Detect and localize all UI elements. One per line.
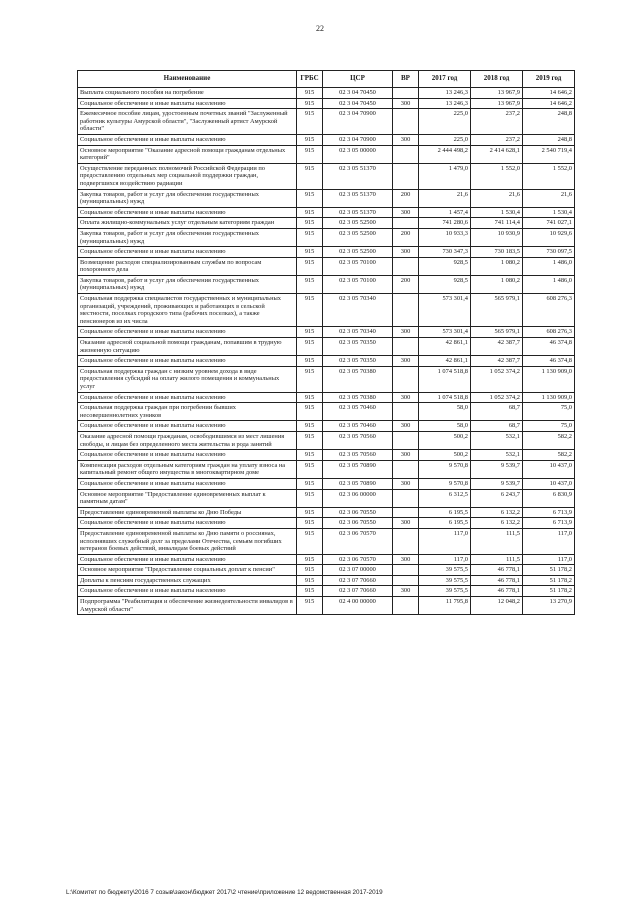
cell-name: Закупка товаров, работ и услуг для обеспечения государственных (муниципальных) нужд xyxy=(78,228,297,246)
table-row xyxy=(78,98,575,109)
cell-2017: 1 074 518,8 xyxy=(419,392,471,403)
table-row xyxy=(78,257,575,275)
table-row xyxy=(78,597,575,615)
cell-csr: 02 3 05 52500 xyxy=(323,218,393,229)
cell-2019: 730 097,5 xyxy=(523,247,575,258)
column-header-2017: 2017 год xyxy=(419,71,471,88)
cell-2019: 1 486,0 xyxy=(523,275,575,293)
cell-2019: 608 276,3 xyxy=(523,327,575,338)
cell-vr xyxy=(393,403,419,421)
cell-name: Социальное обеспечение и иные выплаты населению xyxy=(78,421,297,432)
cell-name: Предоставление единовременной выплаты ко Дню памяти о россиянах, исполнявших служебный долг за пределами Отечества, семьям погибших ветеранов боевых действий, инвалидам боевых действий xyxy=(78,528,297,554)
cell-vr xyxy=(393,528,419,554)
cell-2018: 730 183,5 xyxy=(471,247,523,258)
cell-name: Закупка товаров, работ и услуг для обеспечения государственных (муниципальных) нужд xyxy=(78,275,297,293)
cell-name: Оплата жилищно-коммунальных услуг отдельным категориям граждан xyxy=(78,218,297,229)
cell-vr: 300 xyxy=(393,518,419,529)
cell-2018: 13 967,9 xyxy=(471,98,523,109)
cell-2018: 9 539,7 xyxy=(471,478,523,489)
cell-name: Социальная поддержка граждан при погребении бывших несовершеннолетних узников xyxy=(78,403,297,421)
cell-2018: 42 387,7 xyxy=(471,338,523,356)
cell-2017: 1 074 518,8 xyxy=(419,366,471,392)
cell-grbs: 915 xyxy=(297,575,323,586)
cell-csr: 02 3 05 70340 xyxy=(323,294,393,327)
cell-2018: 532,1 xyxy=(471,431,523,449)
table-row xyxy=(78,421,575,432)
cell-2017: 928,5 xyxy=(419,275,471,293)
table-row xyxy=(78,392,575,403)
table-row xyxy=(78,366,575,392)
cell-grbs: 915 xyxy=(297,478,323,489)
cell-vr xyxy=(393,460,419,478)
cell-grbs: 915 xyxy=(297,109,323,135)
cell-name: Компенсация расходов отдельным категориям граждан на уплату взноса на капитальный ремонт общего имущества в многоквартирном доме xyxy=(78,460,297,478)
cell-grbs: 915 xyxy=(297,275,323,293)
cell-name: Ежемесячное пособие лицам, удостоенным почетных званий "Заслуженный работник культуры Амурской области", "Заслуженный артист Амурской области" xyxy=(78,109,297,135)
cell-2017: 9 570,8 xyxy=(419,460,471,478)
cell-2017: 117,0 xyxy=(419,528,471,554)
cell-name: Подпрограмма "Реабилитация и обеспечение жизнедеятельности инвалидов в Амурской области" xyxy=(78,597,297,615)
cell-csr: 02 3 05 70560 xyxy=(323,431,393,449)
cell-2019: 741 027,1 xyxy=(523,218,575,229)
cell-csr: 02 3 05 51370 xyxy=(323,189,393,207)
table-row xyxy=(78,145,575,163)
table-row xyxy=(78,565,575,576)
cell-csr: 02 3 05 70560 xyxy=(323,450,393,461)
table-row xyxy=(78,163,575,189)
cell-grbs: 915 xyxy=(297,554,323,565)
cell-vr xyxy=(393,565,419,576)
cell-2018: 6 243,7 xyxy=(471,489,523,507)
cell-vr: 200 xyxy=(393,189,419,207)
cell-csr: 02 3 05 70350 xyxy=(323,338,393,356)
cell-grbs: 915 xyxy=(297,489,323,507)
cell-csr: 02 4 00 00000 xyxy=(323,597,393,615)
cell-2018: 741 114,4 xyxy=(471,218,523,229)
cell-2018: 1 052 374,2 xyxy=(471,392,523,403)
cell-csr: 02 3 06 00000 xyxy=(323,489,393,507)
cell-vr: 300 xyxy=(393,586,419,597)
cell-grbs: 915 xyxy=(297,586,323,597)
cell-grbs: 915 xyxy=(297,134,323,145)
cell-2017: 225,0 xyxy=(419,134,471,145)
cell-vr xyxy=(393,575,419,586)
cell-grbs: 915 xyxy=(297,460,323,478)
cell-2017: 117,0 xyxy=(419,554,471,565)
cell-2018: 6 132,2 xyxy=(471,507,523,518)
cell-name: Социальное обеспечение и иные выплаты населению xyxy=(78,207,297,218)
column-header-vr: ВР xyxy=(393,71,419,88)
cell-name: Доплаты к пенсиям государственных служащих xyxy=(78,575,297,586)
cell-2017: 42 861,1 xyxy=(419,338,471,356)
cell-2018: 13 967,9 xyxy=(471,88,523,99)
cell-2017: 1 479,0 xyxy=(419,163,471,189)
cell-csr: 02 3 05 51370 xyxy=(323,163,393,189)
cell-grbs: 915 xyxy=(297,189,323,207)
cell-2017: 21,6 xyxy=(419,189,471,207)
cell-2017: 11 795,8 xyxy=(419,597,471,615)
cell-grbs: 915 xyxy=(297,528,323,554)
cell-2018: 46 778,1 xyxy=(471,565,523,576)
cell-2019: 1 530,4 xyxy=(523,207,575,218)
cell-csr: 02 3 04 70900 xyxy=(323,134,393,145)
cell-2018: 1 080,2 xyxy=(471,275,523,293)
cell-grbs: 915 xyxy=(297,431,323,449)
cell-grbs: 915 xyxy=(297,327,323,338)
cell-2017: 741 280,6 xyxy=(419,218,471,229)
cell-name: Социальное обеспечение и иные выплаты населению xyxy=(78,554,297,565)
cell-grbs: 915 xyxy=(297,338,323,356)
column-header-name: Наименование xyxy=(78,71,297,88)
cell-2019: 248,8 xyxy=(523,134,575,145)
footer-file-path: L:\Комитет по бюджету\2016 7 созыв\закон\бюджет 2017\2 чтение\приложение 12 ведомственная 2017-2019 xyxy=(66,889,383,896)
table-row xyxy=(78,554,575,565)
cell-2017: 10 933,3 xyxy=(419,228,471,246)
cell-vr: 300 xyxy=(393,450,419,461)
table-row xyxy=(78,431,575,449)
table-row xyxy=(78,518,575,529)
table-row xyxy=(78,275,575,293)
cell-2019: 51 178,2 xyxy=(523,586,575,597)
table-row xyxy=(78,450,575,461)
cell-2019: 248,8 xyxy=(523,109,575,135)
cell-vr xyxy=(393,431,419,449)
cell-vr: 300 xyxy=(393,247,419,258)
cell-2017: 58,0 xyxy=(419,421,471,432)
cell-2019: 13 270,9 xyxy=(523,597,575,615)
cell-2019: 6 713,9 xyxy=(523,518,575,529)
cell-2019: 14 646,2 xyxy=(523,98,575,109)
cell-vr: 300 xyxy=(393,421,419,432)
budget-table xyxy=(77,70,575,615)
cell-2017: 42 861,1 xyxy=(419,356,471,367)
table-row xyxy=(78,338,575,356)
cell-2019: 46 374,8 xyxy=(523,338,575,356)
table-row xyxy=(78,327,575,338)
table-row xyxy=(78,88,575,99)
cell-csr: 02 3 05 70380 xyxy=(323,366,393,392)
cell-2017: 58,0 xyxy=(419,403,471,421)
cell-vr xyxy=(393,88,419,99)
cell-csr: 02 3 05 70460 xyxy=(323,421,393,432)
cell-2018: 237,2 xyxy=(471,109,523,135)
cell-csr: 02 3 05 70340 xyxy=(323,327,393,338)
cell-name: Основное мероприятие "Оказание адресной помощи гражданам отдельных категорий" xyxy=(78,145,297,163)
cell-csr: 02 3 06 70550 xyxy=(323,518,393,529)
cell-2019: 6 713,9 xyxy=(523,507,575,518)
cell-2019: 10 437,0 xyxy=(523,460,575,478)
cell-csr: 02 3 06 70570 xyxy=(323,528,393,554)
cell-vr xyxy=(393,145,419,163)
cell-2019: 117,0 xyxy=(523,554,575,565)
cell-grbs: 915 xyxy=(297,507,323,518)
cell-vr xyxy=(393,507,419,518)
table-row xyxy=(78,228,575,246)
cell-grbs: 915 xyxy=(297,207,323,218)
cell-csr: 02 3 05 00000 xyxy=(323,145,393,163)
table-row xyxy=(78,528,575,554)
cell-grbs: 915 xyxy=(297,366,323,392)
cell-name: Выплата социального пособия на погребение xyxy=(78,88,297,99)
cell-2019: 1 130 909,0 xyxy=(523,366,575,392)
cell-name: Социальное обеспечение и иные выплаты населению xyxy=(78,586,297,597)
cell-2018: 1 530,4 xyxy=(471,207,523,218)
cell-2017: 500,2 xyxy=(419,450,471,461)
table-row xyxy=(78,478,575,489)
cell-vr: 300 xyxy=(393,98,419,109)
cell-2017: 1 457,4 xyxy=(419,207,471,218)
cell-csr: 02 3 05 70100 xyxy=(323,257,393,275)
cell-2018: 2 414 628,1 xyxy=(471,145,523,163)
cell-2019: 14 646,2 xyxy=(523,88,575,99)
cell-grbs: 915 xyxy=(297,257,323,275)
page-number: 22 xyxy=(316,24,324,33)
cell-vr xyxy=(393,294,419,327)
cell-2018: 21,6 xyxy=(471,189,523,207)
cell-csr: 02 3 05 70380 xyxy=(323,392,393,403)
table-row xyxy=(78,356,575,367)
cell-2017: 6 312,5 xyxy=(419,489,471,507)
cell-2018: 68,7 xyxy=(471,403,523,421)
cell-2017: 730 347,3 xyxy=(419,247,471,258)
cell-2017: 225,0 xyxy=(419,109,471,135)
cell-2019: 1 552,0 xyxy=(523,163,575,189)
cell-2018: 1 080,2 xyxy=(471,257,523,275)
cell-csr: 02 3 05 52500 xyxy=(323,247,393,258)
cell-grbs: 915 xyxy=(297,145,323,163)
cell-vr xyxy=(393,163,419,189)
cell-2018: 46 778,1 xyxy=(471,586,523,597)
cell-2017: 13 246,3 xyxy=(419,88,471,99)
cell-2018: 1 052 374,2 xyxy=(471,366,523,392)
table-header-row xyxy=(78,71,575,88)
cell-2018: 111,5 xyxy=(471,528,523,554)
cell-grbs: 915 xyxy=(297,450,323,461)
cell-2019: 1 486,0 xyxy=(523,257,575,275)
cell-csr: 02 3 05 70890 xyxy=(323,460,393,478)
cell-grbs: 915 xyxy=(297,98,323,109)
table-row xyxy=(78,489,575,507)
cell-name: Оказание адресной помощи гражданам, освободившимся из мест лишения свободы, и лицам без определенного места жительства и рода занятий xyxy=(78,431,297,449)
cell-vr xyxy=(393,218,419,229)
cell-2019: 608 276,3 xyxy=(523,294,575,327)
cell-2017: 573 301,4 xyxy=(419,327,471,338)
cell-csr: 02 3 04 70450 xyxy=(323,88,393,99)
cell-grbs: 915 xyxy=(297,403,323,421)
cell-2017: 39 575,5 xyxy=(419,565,471,576)
table-row xyxy=(78,460,575,478)
cell-2019: 582,2 xyxy=(523,450,575,461)
cell-vr: 200 xyxy=(393,275,419,293)
table-row xyxy=(78,207,575,218)
cell-2018: 532,1 xyxy=(471,450,523,461)
cell-csr: 02 3 06 70550 xyxy=(323,507,393,518)
cell-name: Социальное обеспечение и иные выплаты населению xyxy=(78,478,297,489)
cell-name: Основное мероприятие "Предоставление единовременных выплат к памятным датам" xyxy=(78,489,297,507)
cell-2019: 6 830,9 xyxy=(523,489,575,507)
cell-grbs: 915 xyxy=(297,597,323,615)
cell-name: Социальное обеспечение и иные выплаты населению xyxy=(78,450,297,461)
cell-2018: 9 539,7 xyxy=(471,460,523,478)
column-header-grbs: ГРБС xyxy=(297,71,323,88)
cell-name: Социальное обеспечение и иные выплаты населению xyxy=(78,327,297,338)
table-row xyxy=(78,586,575,597)
cell-vr xyxy=(393,109,419,135)
cell-csr: 02 3 07 70660 xyxy=(323,586,393,597)
column-header-2018: 2018 год xyxy=(471,71,523,88)
cell-csr: 02 3 05 52500 xyxy=(323,228,393,246)
cell-csr: 02 3 07 00000 xyxy=(323,565,393,576)
cell-vr: 200 xyxy=(393,228,419,246)
cell-vr: 300 xyxy=(393,134,419,145)
cell-2019: 46 374,8 xyxy=(523,356,575,367)
cell-2018: 6 132,2 xyxy=(471,518,523,529)
cell-2017: 39 575,5 xyxy=(419,586,471,597)
cell-name: Социальное обеспечение и иные выплаты населению xyxy=(78,134,297,145)
cell-2019: 10 437,0 xyxy=(523,478,575,489)
cell-name: Закупка товаров, работ и услуг для обеспечения государственных (муниципальных) нужд xyxy=(78,189,297,207)
table-row xyxy=(78,218,575,229)
cell-name: Социальное обеспечение и иные выплаты населению xyxy=(78,392,297,403)
cell-name: Возмещение расходов специализированным службам по вопросам похоронного дела xyxy=(78,257,297,275)
table-row xyxy=(78,403,575,421)
cell-grbs: 915 xyxy=(297,88,323,99)
cell-grbs: 915 xyxy=(297,294,323,327)
cell-vr: 300 xyxy=(393,327,419,338)
cell-name: Социальное обеспечение и иные выплаты населению xyxy=(78,356,297,367)
cell-name: Предоставление единовременной выплаты ко Дню Победы xyxy=(78,507,297,518)
cell-grbs: 915 xyxy=(297,228,323,246)
cell-2017: 9 570,8 xyxy=(419,478,471,489)
cell-2019: 10 929,6 xyxy=(523,228,575,246)
cell-2018: 237,2 xyxy=(471,134,523,145)
cell-2018: 46 778,1 xyxy=(471,575,523,586)
cell-2017: 928,5 xyxy=(419,257,471,275)
cell-csr: 02 3 05 70890 xyxy=(323,478,393,489)
cell-name: Социальное обеспечение и иные выплаты населению xyxy=(78,518,297,529)
cell-2017: 573 301,4 xyxy=(419,294,471,327)
cell-grbs: 915 xyxy=(297,421,323,432)
cell-vr: 300 xyxy=(393,478,419,489)
cell-grbs: 915 xyxy=(297,356,323,367)
cell-2019: 75,0 xyxy=(523,403,575,421)
cell-2018: 565 979,1 xyxy=(471,294,523,327)
cell-name: Социальная поддержка граждан с низким уровнем дохода в виде предоставления субсидий на оплату жилого помещения и коммунальных услуг xyxy=(78,366,297,392)
cell-csr: 02 3 05 70350 xyxy=(323,356,393,367)
column-header-csr: ЦСР xyxy=(323,71,393,88)
cell-vr xyxy=(393,489,419,507)
cell-vr: 300 xyxy=(393,392,419,403)
cell-2018: 68,7 xyxy=(471,421,523,432)
table-row xyxy=(78,575,575,586)
cell-2018: 12 048,2 xyxy=(471,597,523,615)
cell-vr: 300 xyxy=(393,554,419,565)
cell-2018: 42 387,7 xyxy=(471,356,523,367)
cell-2017: 39 575,5 xyxy=(419,575,471,586)
cell-name: Осуществление переданных полномочий Российской Федерации по предоставлению отдельных мер социальной поддержки граждан, подвергшихся воздействию радиации xyxy=(78,163,297,189)
cell-vr xyxy=(393,338,419,356)
cell-grbs: 915 xyxy=(297,392,323,403)
table-row xyxy=(78,507,575,518)
cell-2017: 6 195,5 xyxy=(419,518,471,529)
cell-2019: 2 540 719,4 xyxy=(523,145,575,163)
cell-2019: 1 130 909,0 xyxy=(523,392,575,403)
cell-grbs: 915 xyxy=(297,518,323,529)
cell-2019: 117,0 xyxy=(523,528,575,554)
cell-vr xyxy=(393,366,419,392)
cell-csr: 02 3 05 70100 xyxy=(323,275,393,293)
cell-2019: 582,2 xyxy=(523,431,575,449)
cell-name: Социальная поддержка специалистов государственных и муниципальных организаций, учреждений, проживающих и работающих в сельской местности, поселках городского типа (рабочих поселках), а также пенсионеров из их числа xyxy=(78,294,297,327)
cell-vr: 300 xyxy=(393,356,419,367)
cell-grbs: 915 xyxy=(297,218,323,229)
cell-2017: 13 246,3 xyxy=(419,98,471,109)
cell-2018: 111,5 xyxy=(471,554,523,565)
cell-vr xyxy=(393,257,419,275)
table-row xyxy=(78,189,575,207)
table-row xyxy=(78,294,575,327)
cell-2019: 21,6 xyxy=(523,189,575,207)
cell-csr: 02 3 06 70570 xyxy=(323,554,393,565)
cell-csr: 02 3 04 70450 xyxy=(323,98,393,109)
cell-name: Основное мероприятие "Предоставление социальных доплат к пенсии" xyxy=(78,565,297,576)
cell-csr: 02 3 05 70460 xyxy=(323,403,393,421)
cell-2018: 1 552,0 xyxy=(471,163,523,189)
cell-2017: 6 195,5 xyxy=(419,507,471,518)
cell-name: Социальное обеспечение и иные выплаты населению xyxy=(78,98,297,109)
cell-name: Оказание адресной социальной помощи гражданам, попавшим в трудную жизненную ситуацию xyxy=(78,338,297,356)
cell-2019: 75,0 xyxy=(523,421,575,432)
cell-csr: 02 3 07 70660 xyxy=(323,575,393,586)
table-row xyxy=(78,134,575,145)
table-body xyxy=(78,88,575,615)
column-header-2019: 2019 год xyxy=(523,71,575,88)
cell-2019: 51 178,2 xyxy=(523,565,575,576)
cell-vr: 300 xyxy=(393,207,419,218)
table-row xyxy=(78,247,575,258)
cell-csr: 02 3 04 70900 xyxy=(323,109,393,135)
cell-grbs: 915 xyxy=(297,163,323,189)
cell-2018: 565 979,1 xyxy=(471,327,523,338)
cell-grbs: 915 xyxy=(297,565,323,576)
cell-2017: 2 444 498,2 xyxy=(419,145,471,163)
cell-2019: 51 178,2 xyxy=(523,575,575,586)
cell-name: Социальное обеспечение и иные выплаты населению xyxy=(78,247,297,258)
cell-vr xyxy=(393,597,419,615)
cell-2017: 500,2 xyxy=(419,431,471,449)
table-row xyxy=(78,109,575,135)
cell-csr: 02 3 05 51370 xyxy=(323,207,393,218)
cell-2018: 10 930,9 xyxy=(471,228,523,246)
cell-grbs: 915 xyxy=(297,247,323,258)
